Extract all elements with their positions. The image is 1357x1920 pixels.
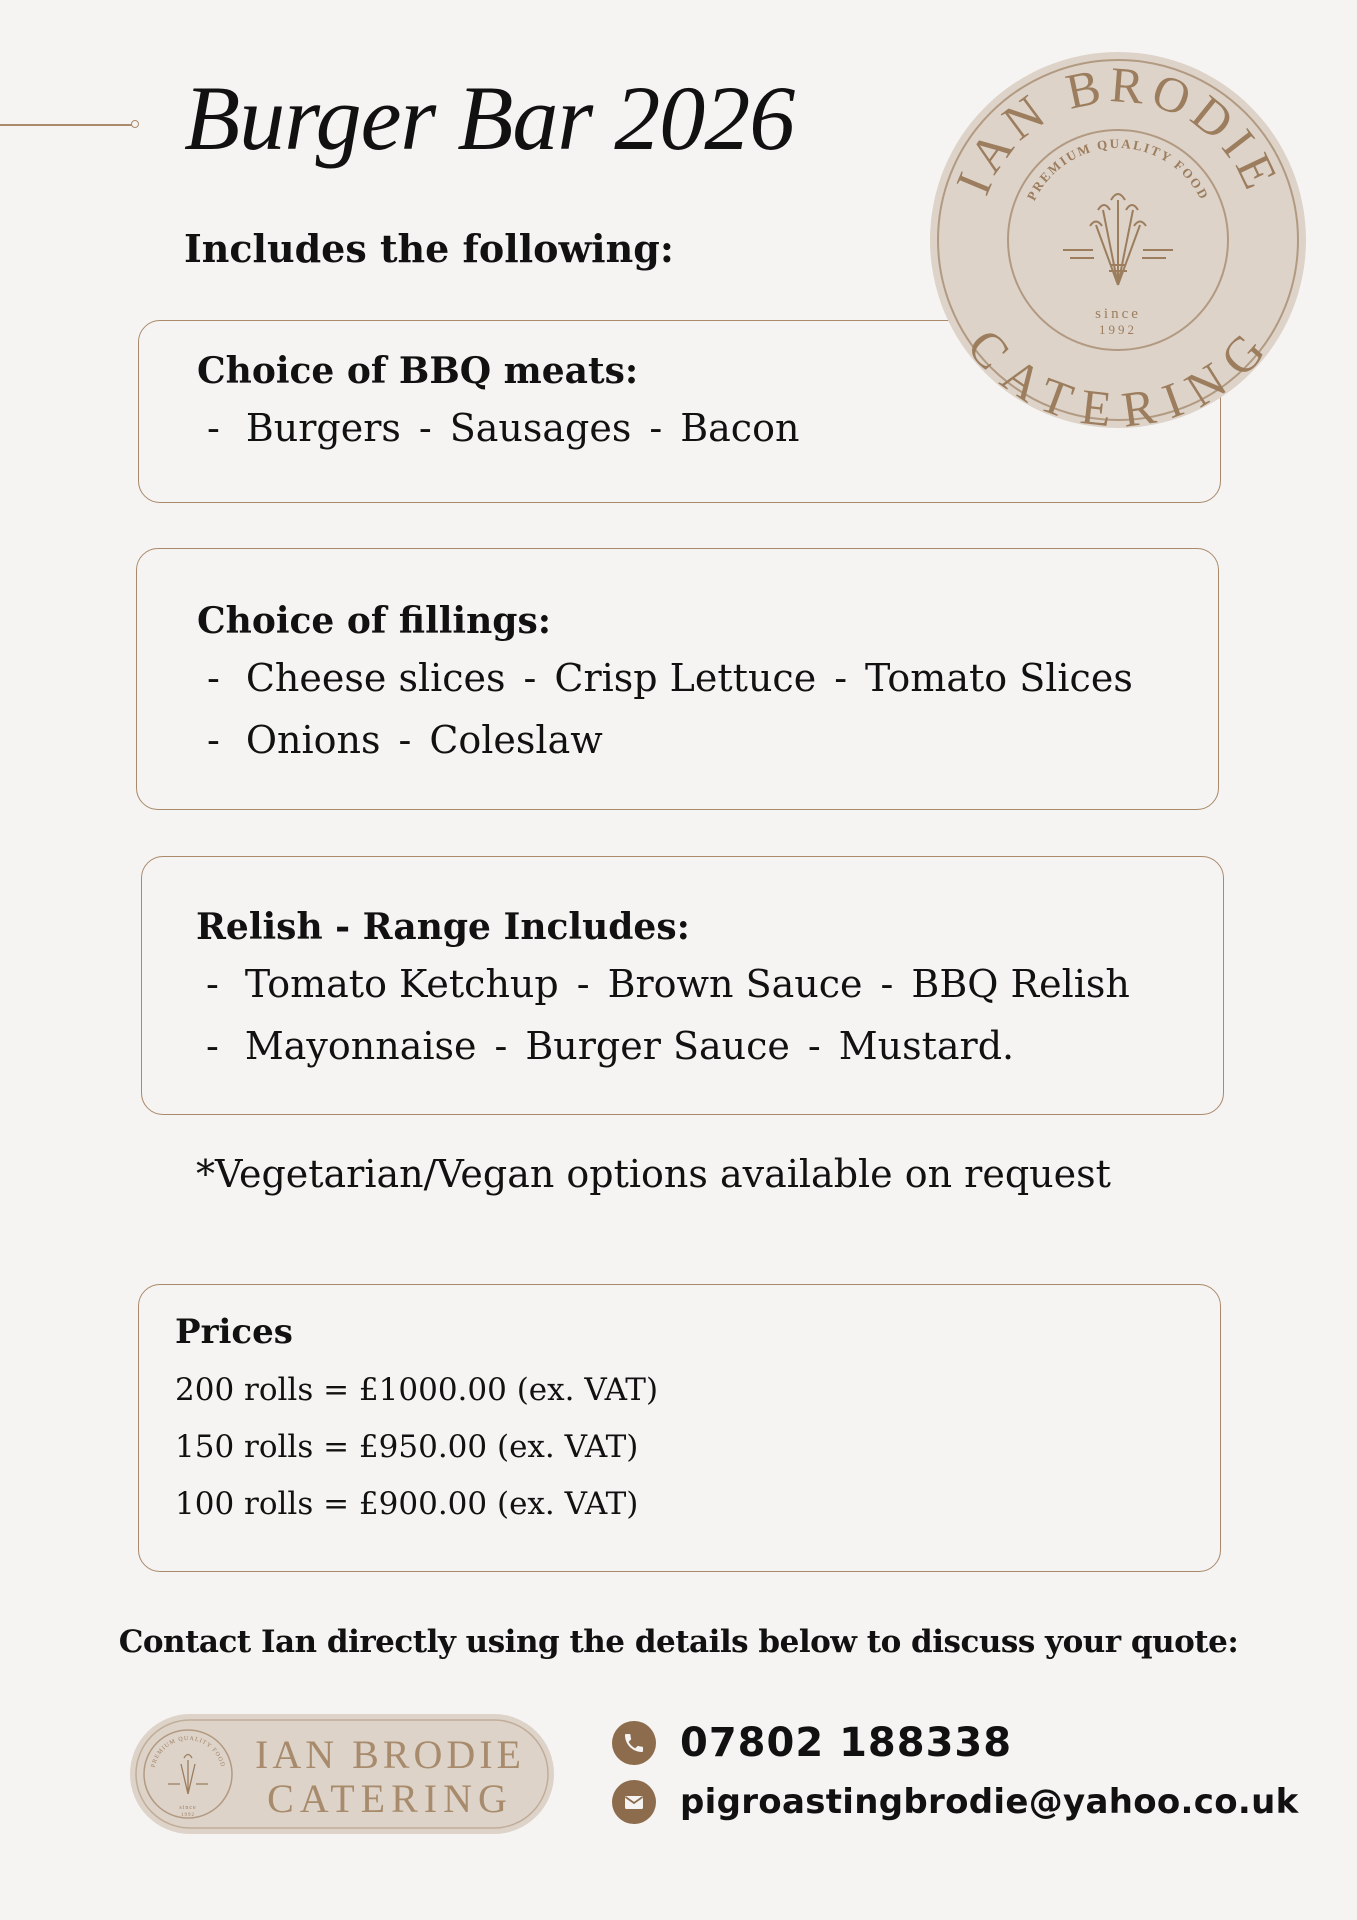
badge-brand-bottom: CATERING	[267, 1776, 513, 1821]
fillings-heading: Choice of fillings:	[197, 600, 552, 642]
meats-list: - Burgers - Sausages - Bacon	[207, 406, 800, 450]
contact-prompt: Contact Ian directly using the details below to discuss your quote:	[118, 1624, 1239, 1660]
filling-item: Tomato Slices	[865, 656, 1133, 700]
badge-since: since	[179, 1805, 197, 1811]
relish-heading: Relish - Range Includes:	[196, 906, 690, 948]
page-subtitle: Includes the following:	[184, 226, 674, 271]
prices-heading: Prices	[175, 1312, 293, 1352]
price-row: 200 rolls = £1000.00 (ex. VAT)	[175, 1372, 659, 1408]
filling-item: Cheese slices	[245, 656, 506, 700]
email-address-link[interactable]: pigroastingbrodie@yahoo.co.uk	[680, 1782, 1299, 1822]
meat-item: Sausages	[449, 406, 632, 450]
seal-tagline: PREMIUM QUALITY FOOD	[1023, 135, 1213, 203]
meat-item: Bacon	[680, 406, 800, 450]
fillings-card	[136, 548, 1219, 810]
meats-heading: Choice of BBQ meats:	[197, 350, 639, 392]
seal-year: 1992	[1099, 322, 1137, 337]
relish-line-2: - Mayonnaise - Burger Sauce - Mustard.	[206, 1024, 1015, 1068]
price-row: 150 rolls = £950.00 (ex. VAT)	[175, 1429, 639, 1465]
relish-item: Burger Sauce	[525, 1024, 790, 1068]
seal-since: since	[1095, 306, 1141, 322]
relish-line-1: - Tomato Ketchup - Brown Sauce - BBQ Relish	[206, 962, 1130, 1006]
prices-card	[138, 1284, 1221, 1572]
phone-row	[612, 1720, 1012, 1766]
envelope-icon	[612, 1780, 656, 1824]
price-row: 100 rolls = £900.00 (ex. VAT)	[175, 1486, 639, 1522]
relish-item: Mustard.	[838, 1024, 1015, 1068]
seal-brand-bottom: CATERING	[956, 317, 1280, 430]
relish-item: Tomato Ketchup	[244, 962, 559, 1006]
relish-item: Brown Sauce	[607, 962, 863, 1006]
badge-tagline: PREMIUM QUALITY FOOD	[150, 1735, 226, 1769]
filling-item: Onions	[245, 718, 381, 762]
dietary-note: *Vegetarian/Vegan options available on request	[196, 1152, 1111, 1196]
filling-item: Crisp Lettuce	[554, 656, 817, 700]
fillings-line-2: - Onions - Coleslaw	[207, 718, 603, 762]
meat-item: Burgers	[245, 406, 401, 450]
brand-badge-logo	[128, 1712, 556, 1836]
filling-item: Coleslaw	[429, 718, 603, 762]
badge-brand-top: IAN BRODIE	[255, 1732, 525, 1777]
page-title: Burger Bar 2026	[184, 67, 795, 169]
phone-number-link[interactable]: 07802 188338	[680, 1720, 1013, 1766]
email-row	[612, 1780, 1299, 1824]
brand-seal-logo	[928, 50, 1308, 430]
title-rule-dot	[131, 120, 139, 128]
seal-brand-top: IAN BRODIE	[944, 56, 1292, 203]
relish-card	[141, 856, 1224, 1115]
relish-item: BBQ Relish	[911, 962, 1130, 1006]
badge-year: 1992	[181, 1813, 195, 1818]
fillings-line-1: - Cheese slices - Crisp Lettuce - Tomato Slices	[207, 656, 1133, 700]
title-decorative-rule	[0, 124, 134, 126]
phone-icon	[612, 1721, 656, 1765]
relish-item: Mayonnaise	[244, 1024, 477, 1068]
